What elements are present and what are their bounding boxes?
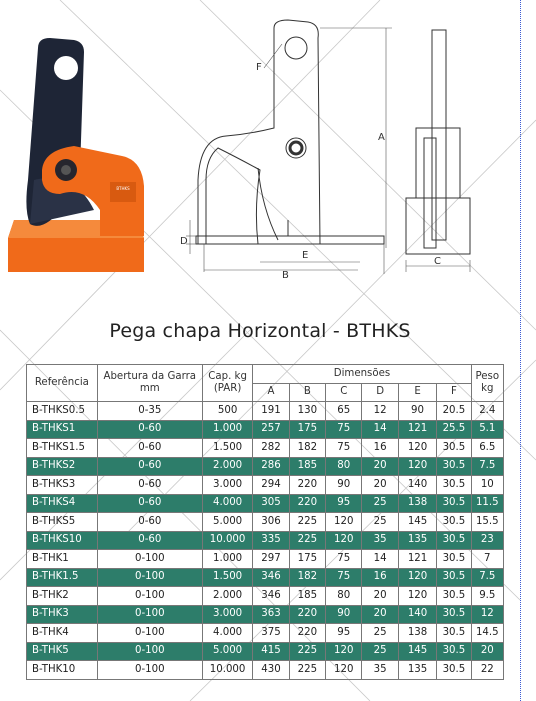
table-row — [27, 550, 504, 569]
cell-capacity: 1.000 — [202, 420, 253, 439]
cell-dim-d: 35 — [362, 661, 398, 680]
cell-reference: B-THK1 — [27, 550, 98, 569]
cell-weight: 7.5 — [471, 457, 503, 476]
cell-dim-a: 191 — [253, 402, 289, 421]
cell-capacity: 500 — [202, 402, 253, 421]
cell-dim-d: 16 — [362, 568, 398, 587]
cell-dim-c: 75 — [326, 568, 362, 587]
header-reference: Referência — [27, 365, 98, 402]
cell-grip-opening: 0-100 — [97, 624, 202, 643]
cell-reference: B-THK5 — [27, 642, 98, 661]
cell-dim-e: 138 — [398, 624, 436, 643]
cell-weight: 22 — [471, 661, 503, 680]
cell-dim-c: 95 — [326, 624, 362, 643]
cell-dim-f: 30.5 — [437, 439, 471, 458]
dim-label-b: B — [282, 270, 289, 281]
clamp-product-photo — [4, 10, 166, 278]
cell-capacity: 1.500 — [202, 439, 253, 458]
cell-dim-a: 346 — [253, 568, 289, 587]
cell-grip-opening: 0-100 — [97, 587, 202, 606]
cell-dim-f: 30.5 — [437, 642, 471, 661]
cell-dim-f: 30.5 — [437, 476, 471, 495]
cell-weight: 2.4 — [471, 402, 503, 421]
table-row — [27, 661, 504, 680]
cell-grip-opening: 0-60 — [97, 457, 202, 476]
cell-dim-c: 80 — [326, 587, 362, 606]
cell-dim-d: 25 — [362, 513, 398, 532]
cell-dim-f: 30.5 — [437, 568, 471, 587]
cell-dim-f: 25.5 — [437, 420, 471, 439]
header-dim-d: D — [362, 383, 398, 402]
cell-dim-e: 145 — [398, 642, 436, 661]
header-dim-a: A — [253, 383, 289, 402]
cell-dim-d: 25 — [362, 494, 398, 513]
cell-capacity: 3.000 — [202, 605, 253, 624]
cell-grip-opening: 0-60 — [97, 420, 202, 439]
cell-dim-c: 80 — [326, 457, 362, 476]
cell-weight: 10 — [471, 476, 503, 495]
photo-plate-label: BTHKS — [116, 186, 130, 191]
cell-capacity: 4.000 — [202, 494, 253, 513]
cell-capacity: 10.000 — [202, 531, 253, 550]
cell-dim-d: 12 — [362, 402, 398, 421]
cell-dim-a: 375 — [253, 624, 289, 643]
dim-label-c: C — [434, 256, 441, 267]
cell-dim-b: 182 — [289, 439, 325, 458]
dim-label-a: A — [378, 132, 385, 143]
cell-grip-opening: 0-100 — [97, 661, 202, 680]
cell-dim-c: 75 — [326, 550, 362, 569]
cell-dim-a: 286 — [253, 457, 289, 476]
cell-weight: 23 — [471, 531, 503, 550]
cell-dim-e: 140 — [398, 605, 436, 624]
cell-dim-b: 220 — [289, 624, 325, 643]
cell-grip-opening: 0-60 — [97, 439, 202, 458]
cell-dim-a: 257 — [253, 420, 289, 439]
cell-weight: 9.5 — [471, 587, 503, 606]
dim-label-d: D — [180, 236, 188, 247]
cell-reference: B-THKS0.5 — [27, 402, 98, 421]
header-dim-e: E — [398, 383, 436, 402]
cell-dim-a: 306 — [253, 513, 289, 532]
cell-dim-a: 305 — [253, 494, 289, 513]
cell-dim-a: 430 — [253, 661, 289, 680]
cell-weight: 20 — [471, 642, 503, 661]
table-row — [27, 402, 504, 421]
header-weight: Peso kg — [471, 365, 503, 402]
cell-dim-b: 182 — [289, 568, 325, 587]
cell-capacity: 1.500 — [202, 568, 253, 587]
cell-grip-opening: 0-100 — [97, 642, 202, 661]
cell-reference: B-THKS1 — [27, 420, 98, 439]
cell-dim-b: 225 — [289, 531, 325, 550]
cell-dim-c: 95 — [326, 494, 362, 513]
table-row — [27, 531, 504, 550]
cell-weight: 15.5 — [471, 513, 503, 532]
table-row — [27, 457, 504, 476]
cell-dim-c: 75 — [326, 439, 362, 458]
cell-reference: B-THKS5 — [27, 513, 98, 532]
cell-grip-opening: 0-35 — [97, 402, 202, 421]
cell-dim-e: 90 — [398, 402, 436, 421]
table-row — [27, 587, 504, 606]
cell-grip-opening: 0-100 — [97, 550, 202, 569]
cell-dim-a: 335 — [253, 531, 289, 550]
table-row — [27, 568, 504, 587]
cell-dim-d: 20 — [362, 457, 398, 476]
cell-reference: B-THK10 — [27, 661, 98, 680]
header-capacity: Cap. kg (PAR) — [202, 365, 253, 402]
cell-dim-b: 225 — [289, 642, 325, 661]
cell-dim-e: 135 — [398, 661, 436, 680]
cell-dim-e: 120 — [398, 587, 436, 606]
page-edge-dotted-line — [520, 0, 521, 701]
cell-dim-f: 30.5 — [437, 531, 471, 550]
technical-drawing — [178, 8, 488, 288]
cell-dim-e: 145 — [398, 513, 436, 532]
cell-dim-a: 297 — [253, 550, 289, 569]
cell-dim-c: 120 — [326, 642, 362, 661]
cell-capacity: 4.000 — [202, 624, 253, 643]
table-row — [27, 642, 504, 661]
cell-capacity: 5.000 — [202, 513, 253, 532]
header-dim-c: C — [326, 383, 362, 402]
cell-capacity: 10.000 — [202, 661, 253, 680]
cell-dim-e: 120 — [398, 439, 436, 458]
cell-dim-c: 120 — [326, 513, 362, 532]
cell-dim-c: 120 — [326, 531, 362, 550]
cell-capacity: 3.000 — [202, 476, 253, 495]
cell-dim-b: 225 — [289, 513, 325, 532]
cell-dim-a: 282 — [253, 439, 289, 458]
cell-weight: 14.5 — [471, 624, 503, 643]
cell-dim-b: 185 — [289, 587, 325, 606]
cell-reference: B-THKS3 — [27, 476, 98, 495]
cell-dim-b: 185 — [289, 457, 325, 476]
cell-capacity: 1.000 — [202, 550, 253, 569]
page-title: Pega chapa Horizontal - BTHKS — [109, 320, 411, 342]
cell-dim-e: 138 — [398, 494, 436, 513]
cell-weight: 5.1 — [471, 420, 503, 439]
cell-dim-c: 120 — [326, 661, 362, 680]
cell-dim-e: 121 — [398, 550, 436, 569]
cell-reference: B-THK2 — [27, 587, 98, 606]
cell-weight: 6.5 — [471, 439, 503, 458]
cell-dim-b: 175 — [289, 550, 325, 569]
cell-reference: B-THK1.5 — [27, 568, 98, 587]
cell-dim-d: 35 — [362, 531, 398, 550]
cell-dim-d: 20 — [362, 587, 398, 606]
cell-dim-c: 65 — [326, 402, 362, 421]
cell-dim-a: 346 — [253, 587, 289, 606]
table-row — [27, 605, 504, 624]
cell-dim-f: 20.5 — [437, 402, 471, 421]
cell-reference: B-THKS2 — [27, 457, 98, 476]
table-body — [27, 402, 504, 680]
cell-dim-b: 220 — [289, 494, 325, 513]
cell-reference: B-THKS10 — [27, 531, 98, 550]
cell-capacity: 2.000 — [202, 457, 253, 476]
cell-dim-f: 30.5 — [437, 513, 471, 532]
cell-dim-c: 90 — [326, 605, 362, 624]
cell-dim-f: 30.5 — [437, 550, 471, 569]
dim-label-e: E — [302, 250, 309, 261]
cell-weight: 7 — [471, 550, 503, 569]
cell-weight: 11.5 — [471, 494, 503, 513]
cell-grip-opening: 0-60 — [97, 531, 202, 550]
specifications-table — [26, 364, 504, 680]
cell-dim-a: 294 — [253, 476, 289, 495]
table-row — [27, 494, 504, 513]
cell-dim-d: 14 — [362, 550, 398, 569]
cell-dim-a: 363 — [253, 605, 289, 624]
cell-reference: B-THKS4 — [27, 494, 98, 513]
header-dimensions: Dimensões — [253, 365, 471, 384]
cell-capacity: 2.000 — [202, 587, 253, 606]
cell-dim-d: 25 — [362, 642, 398, 661]
cell-dim-d: 20 — [362, 476, 398, 495]
header-dim-f: F — [437, 383, 471, 402]
cell-dim-b: 225 — [289, 661, 325, 680]
cell-dim-d: 25 — [362, 624, 398, 643]
cell-capacity: 5.000 — [202, 642, 253, 661]
table-row — [27, 513, 504, 532]
cell-grip-opening: 0-100 — [97, 568, 202, 587]
cell-dim-a: 415 — [253, 642, 289, 661]
table-row — [27, 476, 504, 495]
cell-dim-f: 30.5 — [437, 494, 471, 513]
cell-dim-c: 90 — [326, 476, 362, 495]
cell-reference: B-THK4 — [27, 624, 98, 643]
cell-dim-b: 130 — [289, 402, 325, 421]
cell-dim-f: 30.5 — [437, 605, 471, 624]
header-grip-opening: Abertura da Garra mm — [97, 365, 202, 402]
table-row — [27, 439, 504, 458]
cell-dim-d: 16 — [362, 439, 398, 458]
cell-dim-e: 135 — [398, 531, 436, 550]
cell-dim-f: 30.5 — [437, 587, 471, 606]
cell-grip-opening: 0-60 — [97, 494, 202, 513]
cell-dim-e: 120 — [398, 568, 436, 587]
cell-dim-b: 220 — [289, 605, 325, 624]
cell-grip-opening: 0-60 — [97, 513, 202, 532]
cell-grip-opening: 0-60 — [97, 476, 202, 495]
cell-dim-e: 140 — [398, 476, 436, 495]
table-row — [27, 420, 504, 439]
cell-dim-d: 14 — [362, 420, 398, 439]
cell-dim-d: 20 — [362, 605, 398, 624]
cell-dim-f: 30.5 — [437, 661, 471, 680]
cell-dim-b: 220 — [289, 476, 325, 495]
cell-dim-f: 30.5 — [437, 457, 471, 476]
cell-dim-e: 121 — [398, 420, 436, 439]
cell-reference: B-THKS1.5 — [27, 439, 98, 458]
cell-weight: 7.5 — [471, 568, 503, 587]
cell-grip-opening: 0-100 — [97, 605, 202, 624]
cell-weight: 12 — [471, 605, 503, 624]
dim-label-f: F — [256, 62, 262, 73]
cell-dim-b: 175 — [289, 420, 325, 439]
header-dim-b: B — [289, 383, 325, 402]
cell-dim-f: 30.5 — [437, 624, 471, 643]
cell-dim-c: 75 — [326, 420, 362, 439]
table-row — [27, 624, 504, 643]
cell-reference: B-THK3 — [27, 605, 98, 624]
cell-dim-e: 120 — [398, 457, 436, 476]
